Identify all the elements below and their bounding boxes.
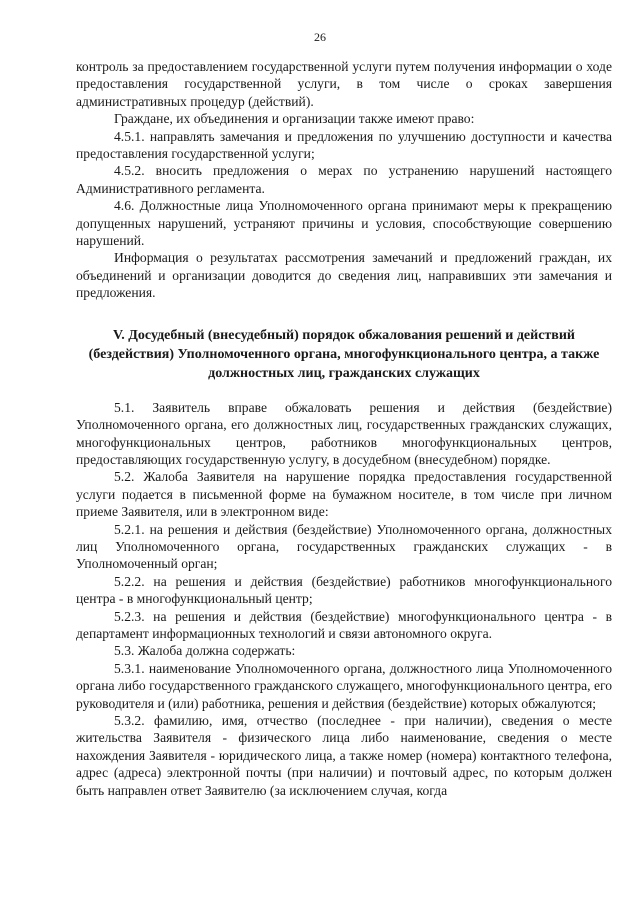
paragraph: 5.2.3. на решения и действия (бездействие) многофункционального центра - в департамент информационных технологий и связи автономного округа.: [76, 608, 612, 641]
paragraph: 4.6. Должностные лица Уполномоченного органа принимают меры к прекращению допущенных нарушений, устраняют причины и условия, способствующие совершению нарушений.: [76, 198, 612, 249]
paragraph: 5.2.1. на решения и действия (бездействие) Уполномоченного органа, должностных лиц Уполномоченного органа, государственных гражданских служащих - в Уполномоченный орган;: [76, 521, 612, 572]
paragraph: 5.1. Заявитель вправе обжаловать решения и действия (бездействие) Уполномоченного органа, его должностных лиц, государственных гражданских служащих, многофункциональных центров, работников многофункциональных центров, предоставляющих государственную услугу, в досудебном (внесудебном) порядке.: [76, 399, 612, 467]
paragraph-group-bottom: [76, 399, 612, 799]
paragraph: контроль за предоставлением государственной услуги путем получения информации о ходе предоставления государственной услуги, в том числе о сроках завершения административных процедур (действий).: [76, 59, 612, 109]
section-heading: V. Досудебный (внесудебный) порядок обжалования решений и действий (бездействия) Уполномоченного органа, многофункционального центра, а также должностных лиц, гражданских служащих: [88, 327, 600, 381]
paragraph: 5.2.2. на решения и действия (бездействие) работников многофункционального центра - в многофункциональный центр;: [76, 573, 612, 607]
paragraph: 4.5.2. вносить предложения о мерах по устранению нарушений настоящего Административного регламента.: [76, 163, 612, 196]
paragraph: 5.3.1. наименование Уполномоченного органа, должностного лица Уполномоченного органа либо государственного гражданского служащего, многофункционального центра, его руководителя и (или) работника, решения и действия (бездействие) которых обжалуются;: [76, 660, 613, 711]
paragraph: 5.2. Жалоба Заявителя на нарушение порядка предоставления государственной услуги подается в письменной форме на бумажном носителе, в том числе при личном приеме Заявителя, или в электронном виде:: [76, 469, 612, 520]
paragraph: Граждане, их объединения и организации также имеют право:: [114, 111, 475, 127]
page-number: 26: [314, 30, 326, 44]
document-body: [76, 58, 612, 799]
paragraph-group-top: [76, 58, 612, 302]
paragraph: 5.3. Жалоба должна содержать:: [114, 643, 296, 659]
paragraph: 5.3.2. фамилию, имя, отчество (последнее - при наличии), сведения о месте жительства Заявителя - физического лица либо наименование, сведения о месте нахождения Заявителя - юридического лица, а также номер (номера) контактного телефона, адрес (адреса) электронной почты (при наличии) и почтовый адрес, по которым должен быть направлен ответ Заявителю (за исключением случая, когда: [76, 713, 612, 798]
paragraph: Информация о результатах рассмотрения замечаний и предложений граждан, их объединений и организации доводится до сведения лиц, направивших эти замечания и предложения.: [76, 250, 612, 301]
paragraph: 4.5.1. направлять замечания и предложения по улучшению доступности и качества предоставления государственной услуги;: [76, 128, 612, 162]
